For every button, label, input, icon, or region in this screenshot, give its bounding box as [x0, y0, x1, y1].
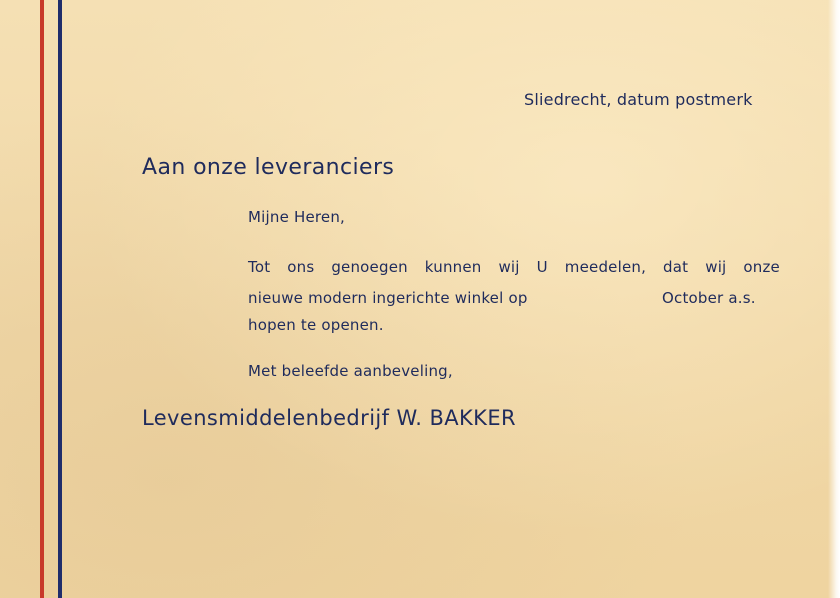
red-border-stripe: [40, 0, 44, 598]
salutation: Aan onze leveranciers: [142, 155, 395, 180]
date-line: Sliedrecht, datum postmerk: [524, 90, 753, 109]
blue-border-stripe: [58, 0, 62, 598]
greeting: Mijne Heren,: [248, 208, 346, 226]
opening-month: October a.s.: [662, 289, 756, 307]
signature: Levensmiddelenbedrijf W. BAKKER: [142, 406, 517, 430]
paper-edge: [828, 0, 840, 598]
body-line-1: Tot ons genoegen kunnen wij U meedelen, dat wij onze: [248, 258, 780, 276]
body-line-3: hopen te openen.: [248, 316, 384, 334]
closing-line: Met beleefde aanbeveling,: [248, 362, 453, 380]
body-line-2: nieuwe modern ingerichte winkel op: [248, 289, 528, 307]
